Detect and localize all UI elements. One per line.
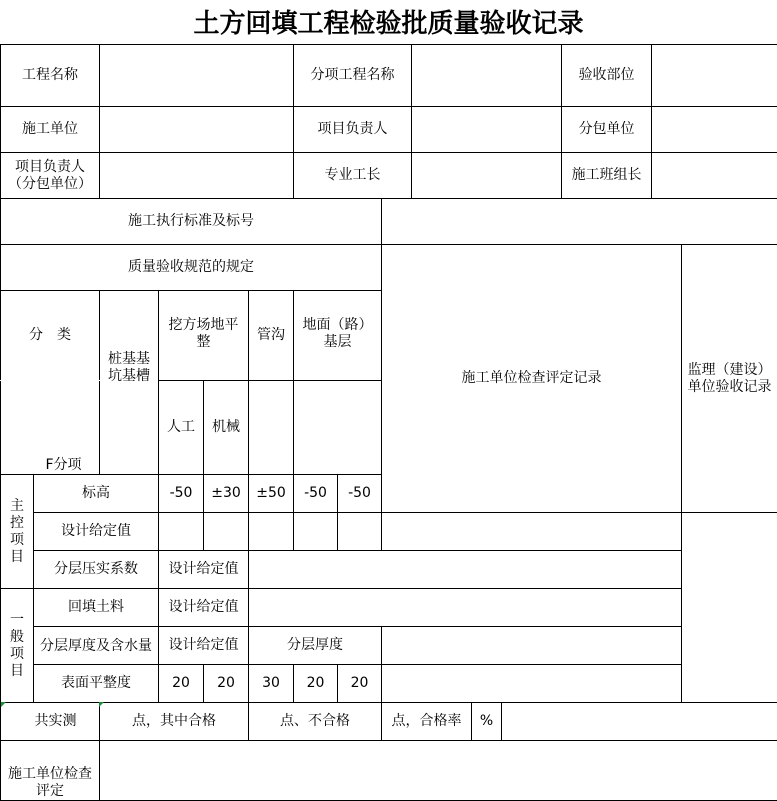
project-manager-value[interactable] bbox=[412, 107, 562, 153]
compaction-check-record[interactable] bbox=[249, 551, 682, 589]
total-measured-label: 共实测 bbox=[1, 703, 100, 741]
design-value-cell[interactable] bbox=[204, 513, 249, 551]
exec-standard-label: 施工执行标准及标号 bbox=[1, 199, 382, 245]
main-row-compaction bbox=[1, 551, 777, 589]
spec-row bbox=[1, 245, 777, 291]
percent-sign: % bbox=[472, 703, 502, 741]
pipe-trench-label: 管沟 bbox=[249, 291, 294, 381]
general-row-fill bbox=[1, 589, 777, 627]
header-row-3 bbox=[1, 153, 777, 199]
ground-base-label: 地面（路）基层 bbox=[294, 291, 382, 381]
thickness-value: 设计给定值 bbox=[159, 627, 249, 665]
flatness-value-pipe: 30 bbox=[249, 665, 294, 703]
pass-points-label: 点，其中合格 bbox=[100, 703, 249, 741]
spec-label: 质量验收规范的规定 bbox=[1, 245, 382, 291]
elevation-value-ground-b: -50 bbox=[338, 475, 382, 513]
project-manager-label: 项目负责人 bbox=[294, 107, 412, 153]
compaction-label: 分层压实系数 bbox=[34, 551, 159, 589]
manual-label: 人工 bbox=[159, 381, 204, 475]
ground-blank bbox=[294, 381, 382, 475]
fill-material-value: 设计给定值 bbox=[159, 589, 249, 627]
subproject-name-value[interactable] bbox=[412, 45, 562, 107]
pipe-blank bbox=[249, 381, 294, 475]
flatness-value-ground-b: 20 bbox=[338, 665, 382, 703]
flatness-value-ground-a: 20 bbox=[294, 665, 338, 703]
fill-material-label: 回填土料 bbox=[34, 589, 159, 627]
page-title: 土方回填工程检验批质量验收记录 bbox=[0, 0, 777, 44]
supervisor-label: 监理（建设）单位验收记录 bbox=[682, 245, 777, 513]
main-items-label: 主控项目 bbox=[1, 475, 34, 589]
subproject-name-label: 分项工程名称 bbox=[294, 45, 412, 107]
f-item-label: F分项 bbox=[1, 381, 100, 475]
construction-unit-label: 施工单位 bbox=[1, 107, 100, 153]
sub-project-manager-value[interactable] bbox=[100, 153, 294, 199]
flatness-check-record[interactable] bbox=[382, 665, 682, 703]
subcontract-unit-value[interactable] bbox=[652, 107, 777, 153]
exec-standard-row bbox=[1, 199, 777, 245]
team-leader-label: 施工班组长 bbox=[562, 153, 652, 199]
elevation-label: 标高 bbox=[34, 475, 159, 513]
main-row-design bbox=[1, 513, 777, 551]
foreman-value[interactable] bbox=[412, 153, 562, 199]
category-label: 分 类 bbox=[1, 291, 100, 381]
header-row-1 bbox=[1, 45, 777, 107]
general-row-thickness bbox=[1, 627, 777, 665]
check-record-label: 施工单位检查评定记录 bbox=[382, 245, 682, 513]
design-value-cell[interactable] bbox=[294, 513, 338, 551]
thickness-label: 分层厚度及含水量 bbox=[34, 627, 159, 665]
design-check-record[interactable] bbox=[382, 513, 682, 551]
footer-row bbox=[1, 741, 777, 801]
exec-standard-value[interactable] bbox=[382, 199, 777, 245]
design-value-cell[interactable] bbox=[338, 513, 382, 551]
construction-check-value[interactable] bbox=[100, 741, 777, 801]
excavation-label: 挖方场地平整 bbox=[159, 291, 249, 381]
fill-material-check-record[interactable] bbox=[249, 589, 682, 627]
elevation-value-ground-a: -50 bbox=[294, 475, 338, 513]
elevation-value-pipe: ±50 bbox=[249, 475, 294, 513]
summary-row bbox=[1, 703, 777, 741]
design-value-cell[interactable] bbox=[249, 513, 294, 551]
cell-marker-icon bbox=[99, 702, 104, 707]
acceptance-part-value[interactable] bbox=[652, 45, 777, 107]
machine-label: 机械 bbox=[204, 381, 249, 475]
cell-marker-icon bbox=[1, 702, 6, 707]
general-row-flatness bbox=[1, 665, 777, 703]
subcontract-unit-label: 分包单位 bbox=[562, 107, 652, 153]
summary-blank[interactable] bbox=[502, 703, 777, 741]
thickness-check-record[interactable] bbox=[382, 627, 682, 665]
project-name-value[interactable] bbox=[100, 45, 294, 107]
compaction-value: 设计给定值 bbox=[159, 551, 249, 589]
acceptance-part-label: 验收部位 bbox=[562, 45, 652, 107]
elevation-value-manual: -50 bbox=[159, 475, 204, 513]
construction-check-label: 施工单位检查评定 bbox=[1, 741, 100, 801]
elevation-value-machine: ±30 bbox=[204, 475, 249, 513]
sub-project-manager-label: 项目负责人（分包单位） bbox=[1, 153, 100, 199]
team-leader-value[interactable] bbox=[652, 153, 777, 199]
design-value-label: 设计给定值 bbox=[34, 513, 159, 551]
design-value-cell[interactable] bbox=[159, 513, 204, 551]
project-name-label: 工程名称 bbox=[1, 45, 100, 107]
flatness-value-manual: 20 bbox=[159, 665, 204, 703]
construction-unit-value[interactable] bbox=[100, 107, 294, 153]
general-items-label: 一般项目 bbox=[1, 589, 34, 703]
header-row-2 bbox=[1, 107, 777, 153]
pile-pit-label: 桩基基坑基槽 bbox=[100, 291, 159, 475]
thickness-value-2: 分层厚度 bbox=[249, 627, 382, 665]
foreman-label: 专业工长 bbox=[294, 153, 412, 199]
flatness-label: 表面平整度 bbox=[34, 665, 159, 703]
fail-points-label: 点、不合格 bbox=[249, 703, 382, 741]
flatness-value-machine: 20 bbox=[204, 665, 249, 703]
record-table bbox=[0, 44, 777, 801]
pass-rate-label: 点，合格率 bbox=[382, 703, 472, 741]
